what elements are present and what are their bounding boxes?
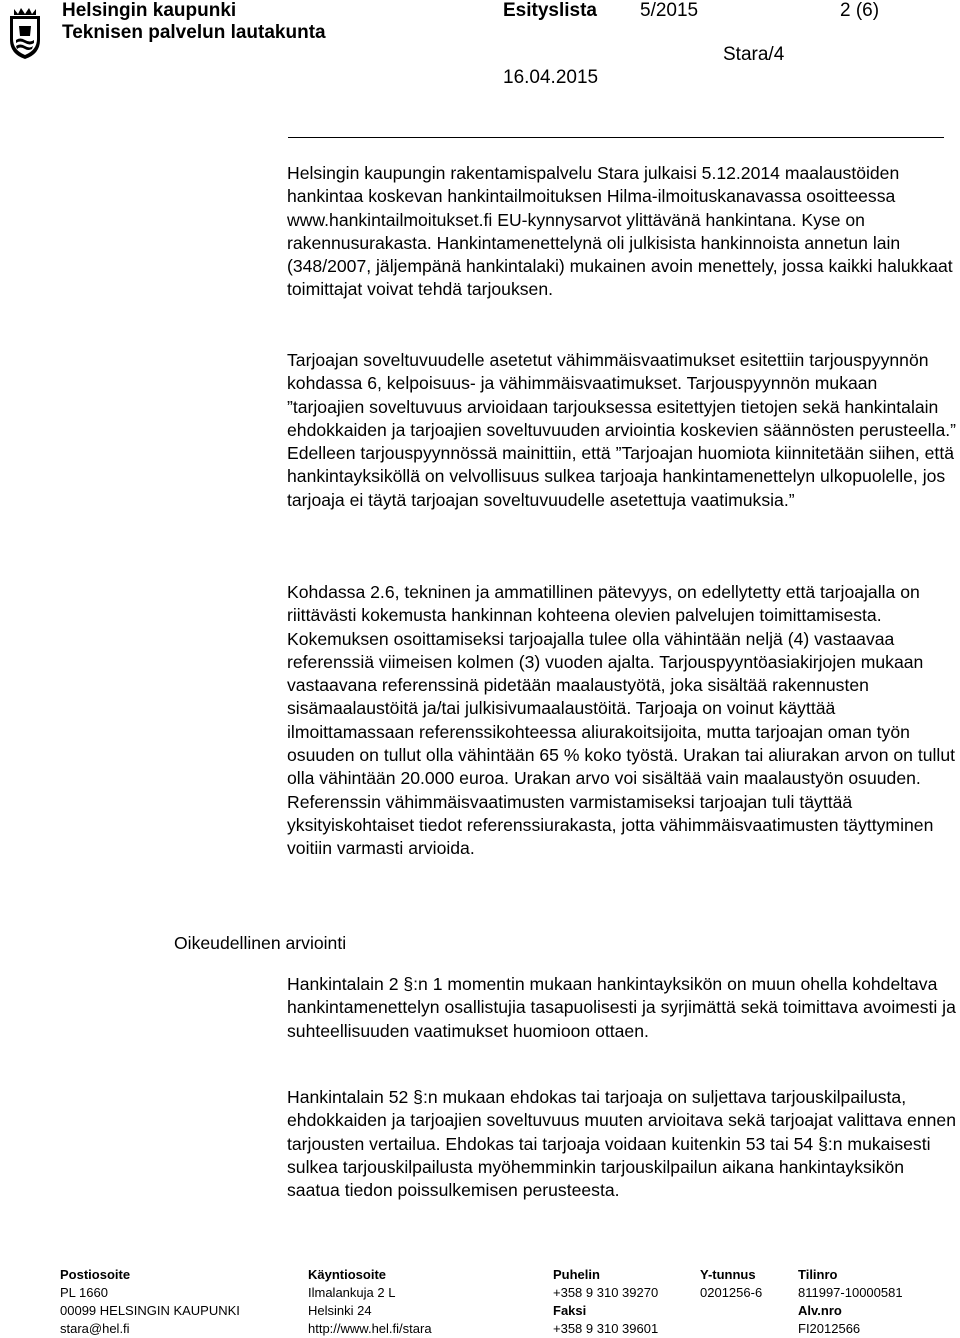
footer-vat-heading: Alv.nro (798, 1303, 842, 1318)
body-paragraph-1 (287, 162, 957, 302)
footer-account (798, 1266, 903, 1338)
footer-postal-heading: Postiosoite (60, 1267, 131, 1282)
footer-postal (60, 1266, 240, 1338)
footer-fax-heading: Faksi (553, 1303, 587, 1318)
footer-visit (308, 1266, 432, 1338)
body-paragraph-4 (287, 973, 957, 1043)
footer-visit-line: Ilmalankuja 2 L (308, 1285, 396, 1300)
footer-account-heading: Tilinro (798, 1267, 838, 1282)
footer-phone-value: +358 9 310 39270 (553, 1285, 659, 1300)
document-type: Esityslista (503, 0, 597, 21)
meeting-date: 16.04.2015 (503, 67, 599, 88)
paragraph-text: Hankintalain 52 §:n mukaan ehdokas tai tarjoaja on suljettava tarjouskilpailusta, ehdokkaiden ja tarjoajien soveltuvuus muuten arvioitava sekä tarjoajat valittava ennen tarjousten vertailua. Ehdokas tai tarjoaja voidaan kuitenkin 53 tai 54 §:n mukaisesti sulkea tarjouskilpailusta myöhemminkin tarjouskilpailun aikana hankintayksikön saatua tiedon poissulkemisen perusteesta. (287, 1087, 956, 1201)
footer-account-value: 811997-10000581 (798, 1285, 903, 1300)
document-number: 5/2015 (640, 0, 699, 21)
body-paragraph-5 (287, 1086, 957, 1202)
footer-email[interactable]: stara@hel.fi (60, 1321, 130, 1336)
paragraph-text: Helsingin kaupungin rakentamispalvelu Stara julkaisi 5.12.2014 maalaustöiden hankintaa koskevan hankintailmoituksen Hilma-ilmoituskanavassa osoitteessa www.hankintailmoitukset.fi EU-kynnysarvot ylittävänä hankintana. Kyse on rakennusurakasta. Hankintamenettelynä oli julkisista hankinnoista annetun lain (348/2007, jäljempänä hankintalaki) mukainen avoin menettely, jossa kaikki halukkaat toimittajat voivat tehdä tarjouksen. (287, 163, 953, 300)
footer-postal-line: PL 1660 (60, 1285, 108, 1300)
section-label: Oikeudellinen arviointi (174, 933, 347, 953)
header-divider (288, 137, 944, 138)
paragraph-text: Kohdassa 2.6, tekninen ja ammatillinen pätevyys, on edellytetty että tarjoajalla on riittävästi kokemusta hankinnan kohteena olevien palvelujen toimittamisesta. Kokemuksen osoittamiseksi tarjoajalla tulee olla vähintään neljä (4) vastaavaa referenssiä viimeisen kolmen (3) vuoden ajalta. Tarjouspyyntöasiakirjojen mukaan vastaavana referenssinä pidetään maalaustyötä, joka sisältää rakennusten sisämaalaustöitä ja/tai julkisivumaalaustöitä. Tarjoaja on voinut käyttää ilmoittamassaan referenssikohteessa aliurakoitsijoita, mutta tarjoajan oman työn osuuden on tullut olla vähintään 65 % koko työstä. Urakan tai aliurakan arvon on tullut olla vähintään 20.000 euroa. Urakan arvo voi sisältää vain maalaustyön osuuden. Referenssin vähimmäisvaatimusten varmistamiseksi tarjoajan tuli täyttää yksityiskohtaiset tiedot referenssiurakasta, jotta vähimmäisvaatimusten täyttyminen voitiin varmasti arvioida. (287, 582, 956, 859)
board-name: Teknisen palvelun lautakunta (62, 22, 326, 43)
page-number: 2 (6) (840, 0, 880, 21)
footer-postal-line: 00099 HELSINGIN KAUPUNKI (60, 1303, 240, 1318)
footer-visit-line: Helsinki 24 (308, 1303, 372, 1318)
footer-ytunnus-value: 0201256-6 (700, 1285, 763, 1300)
paragraph-text: Tarjoajan soveltuvuudelle asetetut vähimmäisvaatimukset esitettiin tarjouspyynnön kohdassa 6, kelpoisuus- ja vähimmäisvaatimukset. Tarjouspyynnön mukaan ”tarjoajien soveltuvuus arvioidaan tarjouksessa esitettyjen tietojen sekä hankintalain ehdokkaiden ja tarjoajien soveltuvuuden arviointia koskevien säännösten perusteella.” Edelleen tarjouspyynnössä mainittiin, että ”Tarjoajan huomiota kiinnitetään siihen, että hankintayksiköllä on velvollisuus sulkea tarjoaja hankintamenettelyn ulkopuolelle, jos tarjoaja ei täytä tarjoajan soveltuvuudelle asetettuja vaatimuksia.” (287, 350, 956, 510)
body-paragraph-3 (287, 581, 957, 861)
footer-phone-heading: Puhelin (553, 1267, 600, 1282)
city-crest-logo (6, 6, 44, 60)
footer-phone (553, 1266, 658, 1338)
footer-business-id (700, 1266, 762, 1302)
footer-fax-value: +358 9 310 39601 (553, 1321, 659, 1336)
footer-visit-heading: Käyntiosoite (308, 1267, 387, 1282)
body-paragraph-2 (287, 349, 957, 512)
footer-website[interactable]: http://www.hel.fi/stara (308, 1321, 432, 1336)
paragraph-text: Hankintalain 2 §:n 1 momentin mukaan hankintayksikön on muun ohella kohdeltava hankintamenettelyn osallistujia tasapuolisesti ja syrjimättä sekä toimittava avoimesti ja suhteellisuuden vaatimukset huomioon ottaen. (287, 974, 956, 1041)
org-name: Helsingin kaupunki (62, 0, 237, 21)
agenda-item: Stara/4 (723, 44, 785, 65)
footer-vat-value: FI2012566 (798, 1321, 861, 1336)
footer-ytunnus-heading: Y-tunnus (700, 1267, 756, 1282)
